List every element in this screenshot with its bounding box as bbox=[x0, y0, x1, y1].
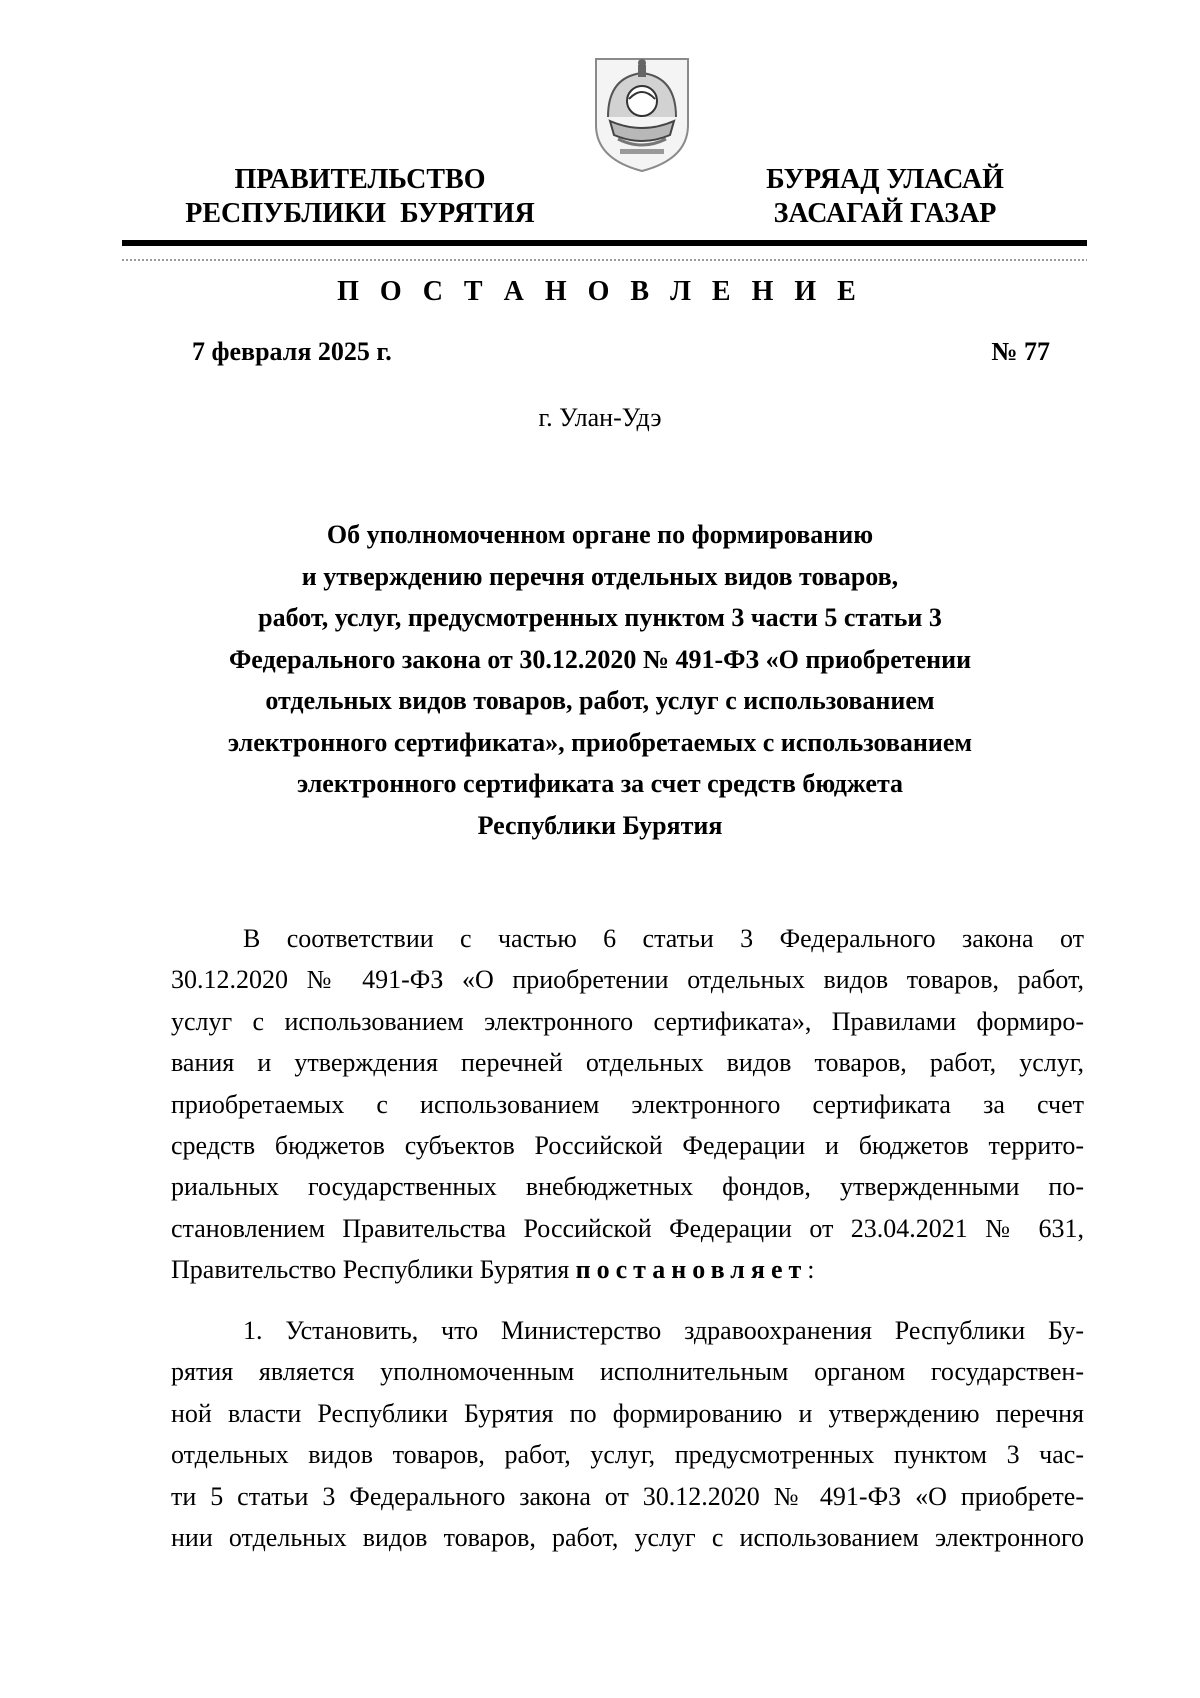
government-name-russian bbox=[175, 163, 545, 231]
header-divider-thick bbox=[122, 240, 1087, 246]
document-title bbox=[150, 514, 1050, 846]
document-date: 7 февраля 2025 г. bbox=[192, 337, 392, 366]
title-line: электронного сертификата», приобретаемых с использованием bbox=[227, 727, 973, 757]
preamble-paragraph bbox=[171, 918, 1084, 1291]
title-line: Об уполномоченном органе по формированию bbox=[326, 520, 874, 549]
item-1-line: нии отдельных видов товаров, работ, услуг с использованием электронного bbox=[171, 1523, 1084, 1553]
org-right-line-1: БУРЯАД УЛАСАЙ bbox=[766, 164, 1004, 195]
preamble-line: средств бюджетов субъектов Российской Федерации и бюджетов террито- bbox=[171, 1131, 1084, 1161]
preamble-line: приобретаемых с использованием электронного сертификата за счет bbox=[171, 1089, 1084, 1119]
preamble-line-last bbox=[171, 1249, 1084, 1290]
decree-word: постановляет bbox=[575, 1255, 808, 1285]
item-1-line: 1. Установить, что Министерство здравоохранения Республики Бу- bbox=[243, 1316, 1084, 1345]
preamble-line: В соответствии с частью 6 статьи 3 Федерального закона от bbox=[243, 924, 1084, 953]
title-line: отдельных видов товаров, работ, услуг с использованием bbox=[265, 686, 935, 715]
item-1-paragraph bbox=[171, 1310, 1084, 1558]
coat-of-arms-icon bbox=[592, 55, 692, 175]
preamble-line: вания и утверждения перечней отдельных видов товаров, работ, услуг, bbox=[171, 1048, 1084, 1078]
document-type: П О С Т А Н О В Л Е Н И Е bbox=[337, 276, 863, 307]
item-1-line: ной власти Республики Бурятия по формированию и утверждению перечня bbox=[171, 1398, 1084, 1428]
document-number: № 77 bbox=[991, 337, 1050, 366]
title-line: Федерального закона от 30.12.2020 № 491-ФЗ «О приобретении bbox=[228, 644, 972, 674]
title-line: работ, услуг, предусмотренных пунктом 3 части 5 статьи 3 bbox=[258, 603, 942, 632]
preamble-line: становлением Правительства Российской Федерации от 23.04.2021 № 631, bbox=[171, 1213, 1084, 1243]
preamble-line: риальных государственных внебюджетных фондов, утвержденными по- bbox=[171, 1172, 1084, 1202]
title-line: Республики Бурятия bbox=[477, 810, 723, 840]
header-divider-thin bbox=[122, 259, 1087, 261]
preamble-last-prefix: Правительство Республики Бурятия bbox=[171, 1255, 576, 1285]
preamble-line: услуг с использованием электронного сертификата», Правилами формиро- bbox=[171, 1006, 1084, 1036]
preamble-line: 30.12.2020 № 491-ФЗ «О приобретении отдельных видов товаров, работ, bbox=[171, 965, 1084, 995]
document-city: г. Улан-Удэ bbox=[538, 403, 662, 432]
preamble-last-suffix: : bbox=[807, 1255, 815, 1285]
title-line: и утверждению перечня отдельных видов товаров, bbox=[301, 561, 899, 591]
org-left-line-2: РЕСПУБЛИКИ БУРЯТИЯ bbox=[185, 198, 535, 229]
government-name-buryat bbox=[735, 163, 1035, 231]
item-1-line: ти 5 статьи 3 Федерального закона от 30.12.2020 № 491-ФЗ «О приобрете- bbox=[171, 1481, 1084, 1511]
item-1-line: рятия является уполномоченным исполнительным органом государствен- bbox=[171, 1357, 1084, 1387]
org-left-line-1: ПРАВИТЕЛЬСТВО bbox=[234, 164, 486, 195]
org-right-line-2: ЗАСАГАЙ ГАЗАР bbox=[773, 198, 997, 229]
title-line: электронного сертификата за счет средств бюджета bbox=[296, 769, 904, 798]
item-1-line: отдельных видов товаров, работ, услуг, предусмотренных пунктом 3 час- bbox=[171, 1440, 1084, 1470]
